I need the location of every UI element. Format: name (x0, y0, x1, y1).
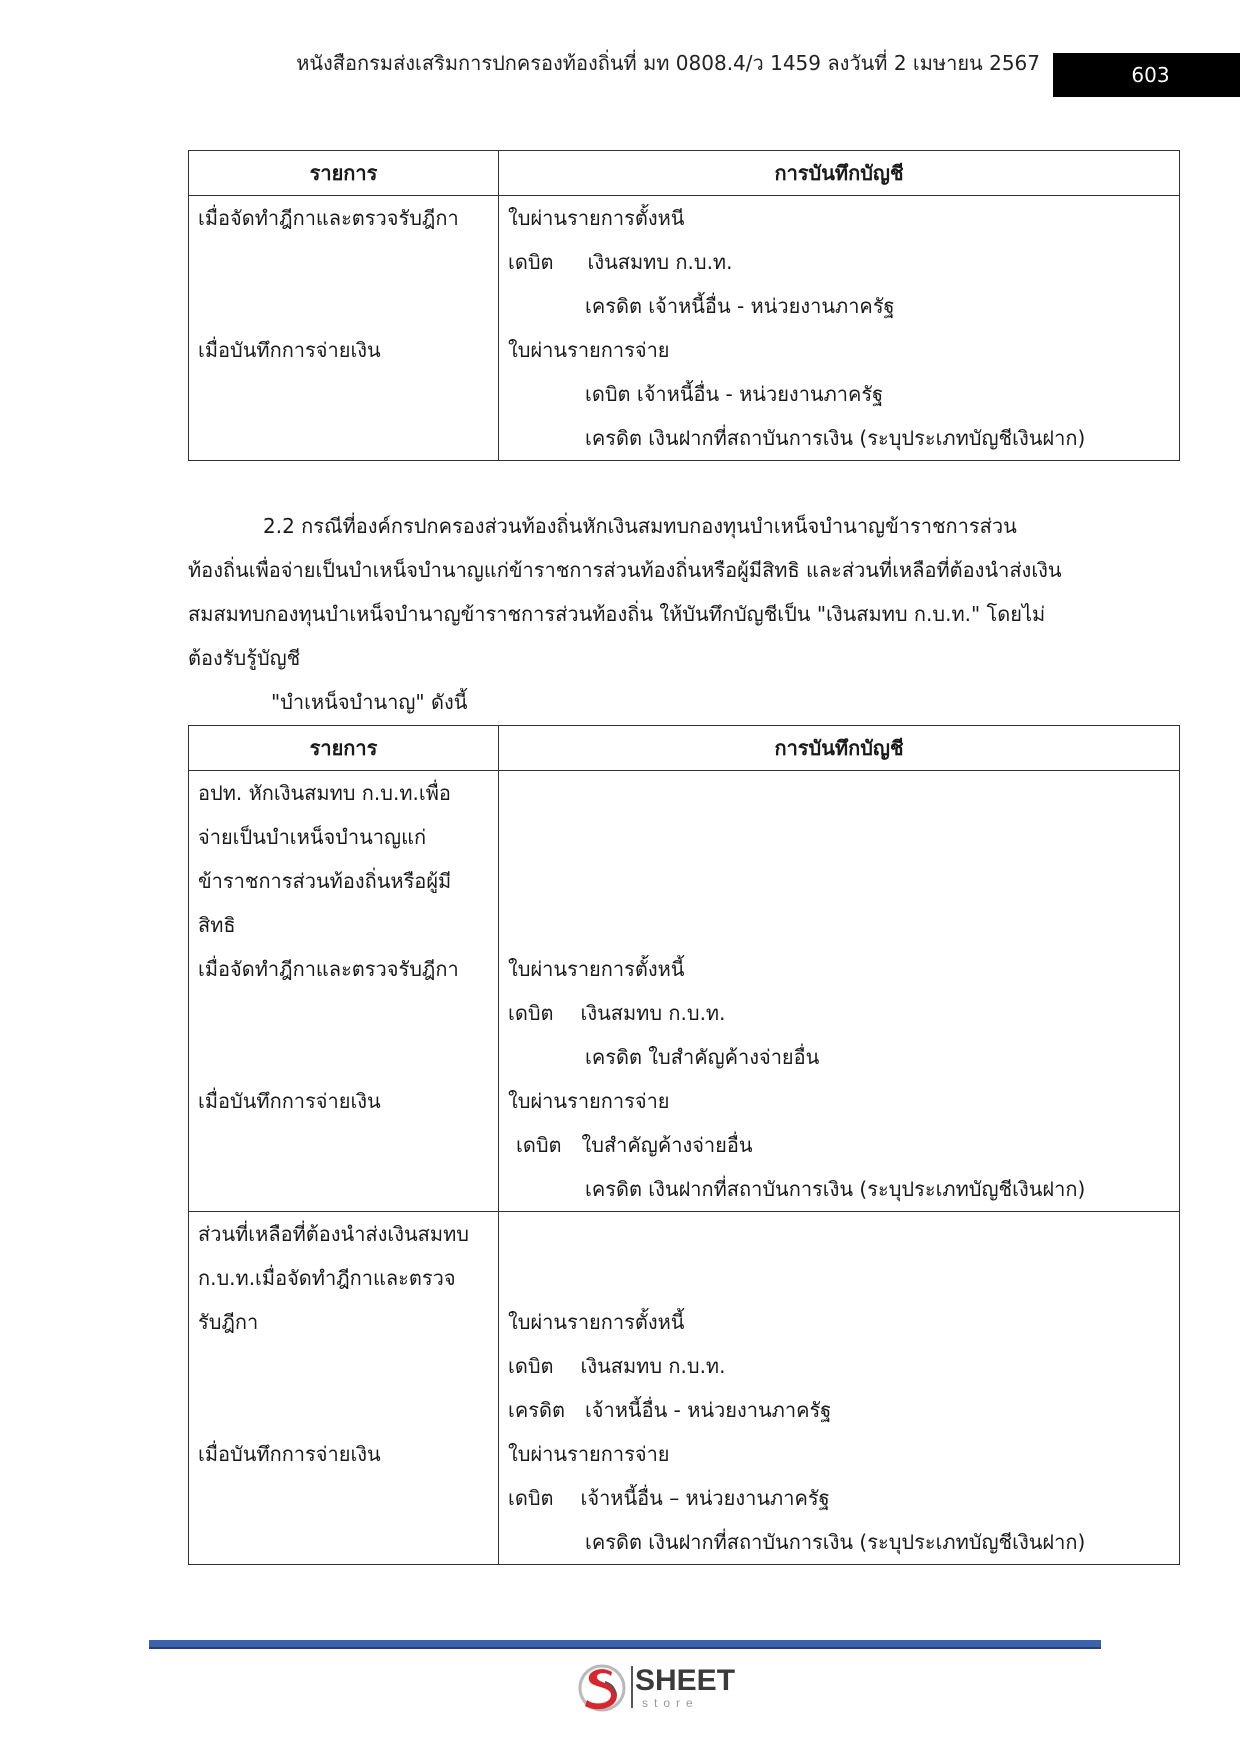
item-line (198, 240, 489, 284)
item-line (198, 284, 489, 328)
column-header-entry: การบันทึกบัญชี (499, 726, 1180, 771)
credit-line: เครดิต เจ้าหนี้อื่น - หน่วยงานภาครัฐ (585, 294, 895, 318)
table-row (189, 771, 1180, 1212)
credit-line: เครดิต เงินฝากที่สถาบันการเงิน (ระบุประเภทบัญชีเงินฝาก) (585, 1177, 1086, 1201)
item-line: เมื่อจัดทำฎีกาและตรวจรับฎีกา (198, 206, 459, 230)
item-line (198, 416, 489, 460)
table-row (189, 196, 1180, 461)
item-line: อปท. หักเงินสมทบ ก.บ.ท.เพื่อ (198, 781, 451, 805)
credit-label: เครดิต (508, 1398, 565, 1422)
document-header: หนังสือกรมส่งเสริมการปกครองท้องถิ่นที่ มท 0808.4/ว 1459 ลงวันที่ 2 เมษายน 2567 (296, 51, 1040, 75)
logo-s-icon (575, 1660, 627, 1714)
debit-account: เงินสมทบ ก.บ.ท. (587, 250, 733, 274)
item-line (198, 372, 489, 416)
paragraph-line: ท้องถิ่นเพื่อจ่ายเป็นบำเหน็จบำนาญแก่ข้าราชการส่วนท้องถิ่นหรือผู้มีสิทธิ และส่วนที่เหลือที่ต้องนำส่งเงิน (188, 558, 1062, 582)
body-paragraph (188, 504, 1148, 724)
entry-cell (499, 1212, 1180, 1565)
debit-account: ใบสำคัญค้างจ่ายอื่น (581, 1133, 753, 1157)
debit-label: เดบิต (516, 1133, 562, 1157)
debit-label: เดบิต (508, 250, 554, 274)
paragraph-line: "บำเหน็จบำนาญ" ดังนี้ (271, 690, 468, 714)
item-line: ข้าราชการส่วนท้องถิ่นหรือผู้มี (198, 869, 452, 893)
item-line: ก.บ.ท.เมื่อจัดทำฎีกาและตรวจ (198, 1266, 456, 1290)
column-header-entry: การบันทึกบัญชี (499, 151, 1180, 196)
debit-label: เดบิต (508, 1354, 554, 1378)
debit-line (508, 1344, 1170, 1388)
credit-line: เครดิต ใบสำคัญค้างจ่ายอื่น (585, 1045, 820, 1069)
item-line: สิทธิ (198, 913, 236, 937)
entry-cell (499, 196, 1180, 461)
debit-line: เดบิต เจ้าหนี้อื่น - หน่วยงานภาครัฐ (585, 382, 884, 406)
item-line (198, 991, 489, 1035)
item-line: เมื่อบันทึกการจ่ายเงิน (198, 338, 381, 362)
debit-line (508, 1123, 1170, 1167)
voucher-line: ใบผ่านรายการตั้งหนี (508, 206, 685, 230)
logo-subtext: store (642, 1696, 699, 1710)
paragraph-line: 2.2 กรณีที่องค์กรปกครองส่วนท้องถิ่นหักเงินสมทบกองทุนบำเหน็จบำนาญข้าราชการส่วน (263, 514, 1017, 538)
sheet-store-logo (575, 1660, 755, 1714)
item-line (198, 1520, 489, 1564)
page-number: 603 (1053, 53, 1240, 97)
credit-account: เจ้าหนี้อื่น - หน่วยงานภาครัฐ (584, 1398, 832, 1422)
credit-line: เครดิต เงินฝากที่สถาบันการเงิน (ระบุประเภทบัญชีเงินฝาก) (585, 1530, 1086, 1554)
paragraph-line: สมสมทบกองทุนบำเหน็จบำนาญข้าราชการส่วนท้องถิ่น ให้บันทึกบัญชีเป็น "เงินสมทบ ก.บ.ท." โดยไม่ (188, 602, 1046, 626)
debit-account: เงินสมทบ ก.บ.ท. (580, 1354, 726, 1378)
voucher-line: ใบผ่านรายการจ่าย (508, 1089, 670, 1113)
debit-line (508, 1476, 1170, 1520)
column-header-item: รายการ (189, 151, 499, 196)
paragraph-line: ต้องรับรู้บัญชี (188, 646, 301, 670)
debit-account: เจ้าหนี้อื่น – หน่วยงานภาครัฐ (580, 1486, 830, 1510)
item-cell (189, 1212, 499, 1565)
debit-line (508, 991, 1170, 1035)
item-cell (189, 196, 499, 461)
entry-cell (499, 771, 1180, 1212)
item-line (198, 1167, 489, 1211)
item-line (198, 1035, 489, 1079)
item-cell (189, 771, 499, 1212)
debit-account: เงินสมทบ ก.บ.ท. (580, 1001, 726, 1025)
ledger-table-1 (188, 150, 1180, 461)
item-line (198, 1476, 489, 1520)
item-line: เมื่อบันทึกการจ่ายเงิน (198, 1089, 381, 1113)
footer-bar (149, 1640, 1101, 1649)
column-header-item: รายการ (189, 726, 499, 771)
credit-line (508, 1388, 1170, 1432)
item-line: จ่ายเป็นบำเหน็จบำนาญแก่ (198, 825, 427, 849)
voucher-line: ใบผ่านรายการจ่าย (508, 338, 670, 362)
voucher-line: ใบผ่านรายการตั้งหนี้ (508, 1310, 685, 1334)
item-line: เมื่อบันทึกการจ่ายเงิน (198, 1442, 381, 1466)
item-line (198, 1344, 489, 1388)
logo-text: SHEET (635, 1664, 736, 1697)
voucher-line: ใบผ่านรายการจ่าย (508, 1442, 670, 1466)
item-line (198, 1388, 489, 1432)
voucher-line: ใบผ่านรายการตั้งหนี้ (508, 957, 685, 981)
item-line: รับฎีกา (198, 1310, 259, 1334)
debit-label: เดบิต (508, 1486, 554, 1510)
table-row (189, 1212, 1180, 1565)
item-line (198, 1123, 489, 1167)
ledger-table-2 (188, 725, 1180, 1565)
item-line: ส่วนที่เหลือที่ต้องนำส่งเงินสมทบ (198, 1222, 469, 1246)
debit-label: เดบิต (508, 1001, 554, 1025)
credit-line: เครดิต เงินฝากที่สถาบันการเงิน (ระบุประเภทบัญชีเงินฝาก) (585, 426, 1086, 450)
logo-divider (631, 1666, 633, 1708)
item-line: เมื่อจัดทำฎีกาและตรวจรับฎีกา (198, 957, 459, 981)
debit-line (508, 240, 1170, 284)
